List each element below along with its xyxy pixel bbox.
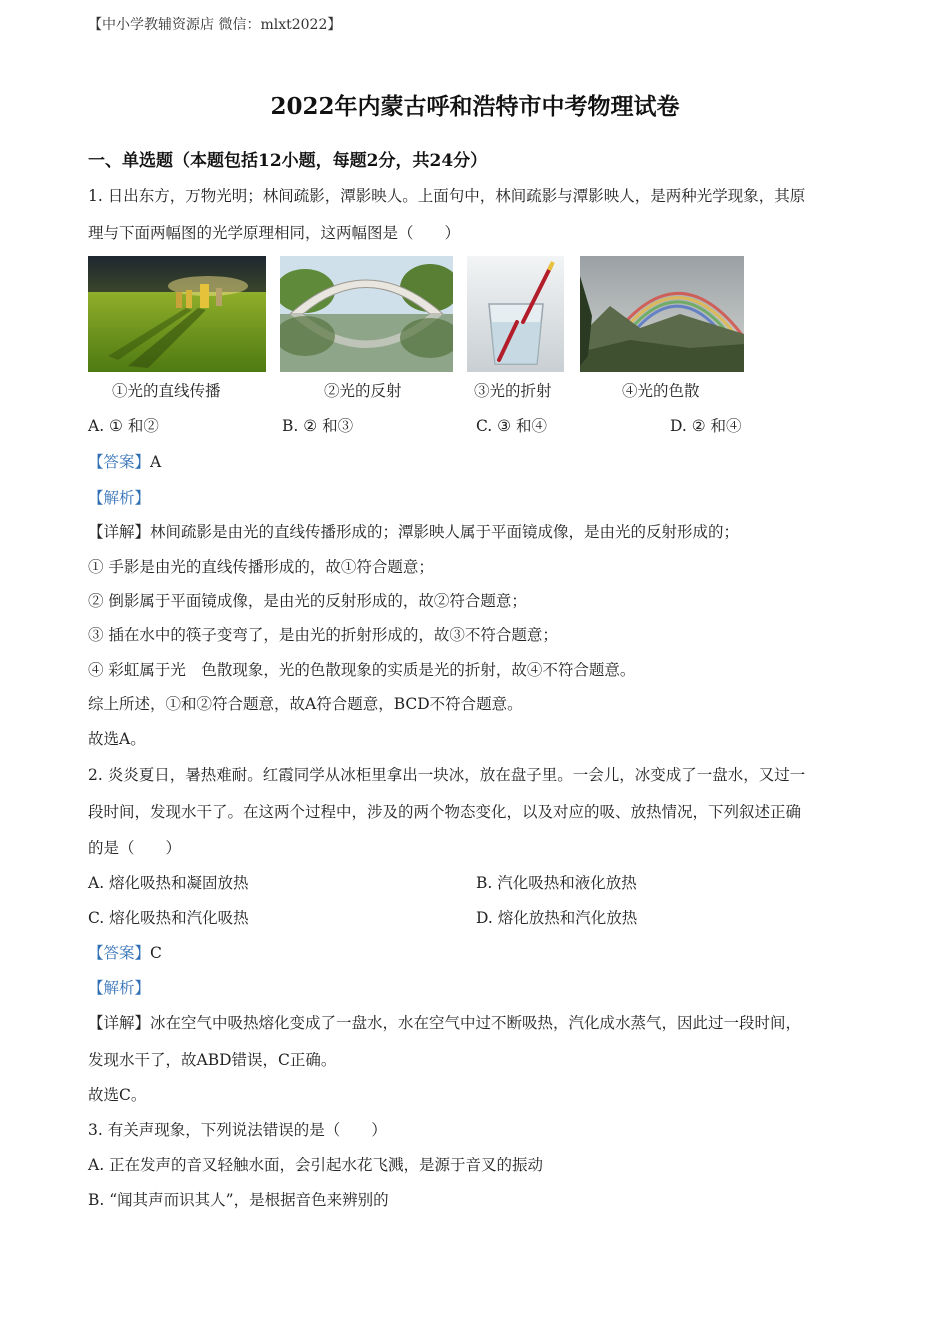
q1-line-6: 故选A。 [88, 730, 146, 748]
page-title: 2022年内蒙古呼和浩特市中考物理试卷 [270, 93, 680, 120]
q2-conclusion: 故选C。 [88, 1086, 147, 1104]
q2-detail [88, 1011, 801, 1033]
detail-text: 林间疏影是由光的直线传播形成的；潭影映人属于平面镜成像，是由光的反射形成的； [150, 523, 740, 541]
q1-option-a: A. ① 和② [88, 417, 159, 435]
q1-detail [88, 520, 739, 542]
section-heading: 一、单选题（本题包括12小题，每题2分，共24分） [88, 151, 488, 171]
q2-stem-line2: 段时间，发现水干了。在这两个过程中，涉及的两个物态变化，以及对应的吸、放热情况，下列叙述正确 [88, 803, 802, 821]
q1-stem-line2: 理与下面两幅图的光学原理相同，这两幅图是（ ） [88, 224, 461, 242]
answer-label: 【答案】 [88, 944, 151, 962]
q1-line-1: ① 手影是由光的直线传播形成的，故①符合题意； [88, 558, 434, 576]
q2-stem-line3: 的是（ ） [88, 839, 182, 857]
answer-value: A [150, 453, 162, 471]
bridge-reflection-photo [280, 256, 453, 372]
q1-line-3: ③ 插在水中的筷子变弯了，是由光的折射形成的，故③不符合题意； [88, 626, 558, 644]
q3-stem: 3. 有关声现象，下列说法错误的是（ ） [88, 1121, 387, 1139]
q1-line-4: ④ 彩虹属于光 色散现象，光的色散现象的实质是光的折射，故④不符合题意。 [88, 661, 636, 679]
q1-answer [88, 450, 161, 472]
detail-text: 冰在空气中吸热熔化变成了一盘水，水在空气中过不断吸热，汽化成水蒸气，因此过一段时间， [150, 1014, 802, 1032]
q2-option-a: A. 熔化吸热和凝固放热 [88, 874, 249, 892]
caption-1: ①光的直线传播 [112, 382, 221, 400]
detail-label: 【详解】 [88, 523, 151, 541]
q3-option-b: B. “闻其声而识其人”，是根据音色来辨别的 [88, 1191, 389, 1209]
q1-option-d: D. ② 和④ [670, 417, 742, 435]
q2-option-b: B. 汽化吸热和液化放热 [476, 874, 637, 892]
answer-value: C [150, 944, 162, 962]
caption-4: ④光的色散 [622, 382, 700, 400]
q1-option-b: B. ② 和③ [282, 417, 354, 435]
q2-answer [88, 941, 162, 963]
q1-line-5: 综上所述，①和②符合题意，故A符合题意，BCD不符合题意。 [88, 695, 523, 713]
header-note: 【中小学教辅资源店 微信：mlxt2022】 [88, 17, 342, 33]
q2-option-d: D. 熔化放热和汽化放热 [476, 909, 638, 927]
q1-analysis-label: 【解析】 [88, 489, 151, 507]
q1-option-c: C. ③ 和④ [476, 417, 547, 435]
shadow-photo [88, 256, 266, 372]
caption-3: ③光的折射 [474, 382, 552, 400]
q2-detail-line2: 发现水干了，故ABD错误，C正确。 [88, 1051, 337, 1069]
q2-stem-line1: 2. 炎炎夏日，暑热难耐。红霞同学从冰柜里拿出一块冰，放在盘子里。一会儿，冰变成了一盘水，又过一 [88, 766, 806, 784]
caption-2: ②光的反射 [324, 382, 402, 400]
q1-line-2: ② 倒影属于平面镜成像，是由光的反射形成的，故②符合题意； [88, 592, 527, 610]
q2-analysis-label: 【解析】 [88, 979, 151, 997]
q1-stem-line1: 1. 日出东方，万物光明；林间疏影，潭影映人。上面句中，林间疏影与潭影映人，是两种光学现象，其原 [88, 187, 806, 205]
q3-option-a: A. 正在发声的音叉轻触水面，会引起水花飞溅，是源于音叉的振动 [88, 1156, 544, 1174]
chopstick-glass-photo [467, 256, 564, 372]
detail-label: 【详解】 [88, 1014, 151, 1032]
rainbow-photo [580, 256, 744, 372]
q2-option-c: C. 熔化吸热和汽化吸热 [88, 909, 249, 927]
answer-label: 【答案】 [88, 453, 151, 471]
